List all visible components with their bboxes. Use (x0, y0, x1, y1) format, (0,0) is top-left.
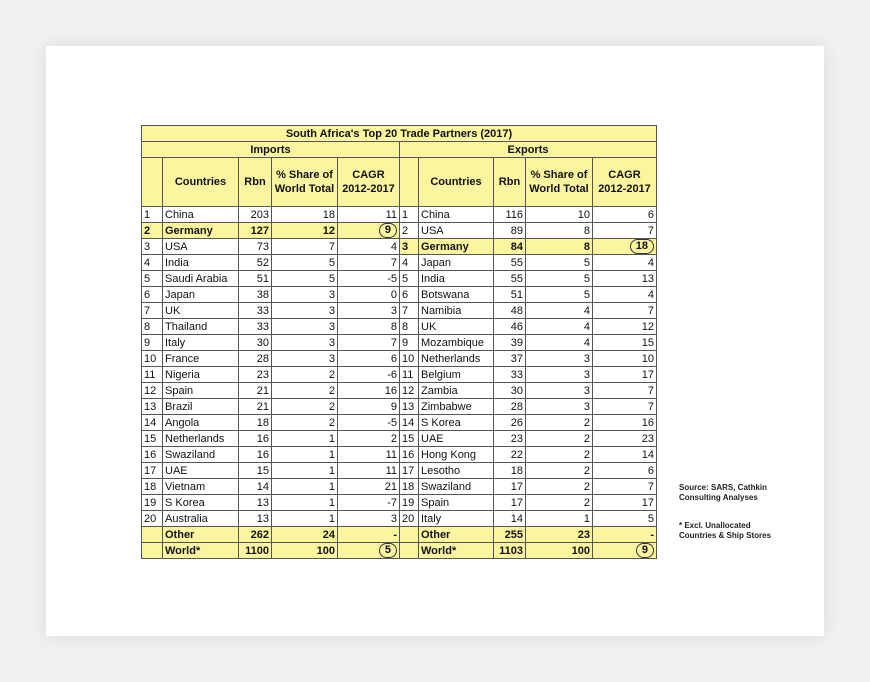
export-cagr: 7 (593, 223, 657, 239)
export-rank: 15 (400, 431, 419, 447)
import-country: Australia (163, 511, 239, 527)
import-cagr: - (338, 527, 400, 543)
export-cagr: 14 (593, 447, 657, 463)
import-rank: 18 (142, 479, 163, 495)
import-cagr: 16 (338, 383, 400, 399)
import-cagr: 8 (338, 319, 400, 335)
export-country: Namibia (419, 303, 494, 319)
exports-rank-header (400, 158, 419, 207)
import-rbn: 28 (239, 351, 272, 367)
export-rbn: 84 (494, 239, 526, 255)
exports-cagr-header: CAGR 2012-2017 (593, 158, 657, 207)
export-rbn: 22 (494, 447, 526, 463)
export-share: 3 (526, 351, 593, 367)
export-cagr: 15 (593, 335, 657, 351)
import-rbn: 33 (239, 303, 272, 319)
table-row (142, 287, 657, 303)
import-share: 18 (272, 207, 338, 223)
export-country: Netherlands (419, 351, 494, 367)
export-rank: 5 (400, 271, 419, 287)
export-cagr: 7 (593, 479, 657, 495)
import-rank: 5 (142, 271, 163, 287)
export-cagr: 17 (593, 495, 657, 511)
imports-rbn-header: Rbn (239, 158, 272, 207)
export-country: Zambia (419, 383, 494, 399)
export-cagr: 6 (593, 207, 657, 223)
import-rbn: 30 (239, 335, 272, 351)
import-rank: 3 (142, 239, 163, 255)
export-rank: 19 (400, 495, 419, 511)
export-cagr: 4 (593, 255, 657, 271)
export-rank: 1 (400, 207, 419, 223)
import-cagr: 11 (338, 463, 400, 479)
imports-rank-header (142, 158, 163, 207)
import-rank: 15 (142, 431, 163, 447)
import-rank: 13 (142, 399, 163, 415)
export-share: 5 (526, 271, 593, 287)
export-share: 10 (526, 207, 593, 223)
import-country: India (163, 255, 239, 271)
export-rank: 14 (400, 415, 419, 431)
highlight-circle: 9 (379, 223, 397, 238)
export-rank: 7 (400, 303, 419, 319)
import-country: Italy (163, 335, 239, 351)
import-rank: 11 (142, 367, 163, 383)
import-rank-blank (142, 527, 163, 543)
export-cagr: 13 (593, 271, 657, 287)
import-rbn: 262 (239, 527, 272, 543)
source-note: Source: SARS, Cathkin Consulting Analyses (679, 483, 768, 502)
export-rank: 9 (400, 335, 419, 351)
export-rbn: 116 (494, 207, 526, 223)
export-share: 2 (526, 431, 593, 447)
imports-header: Imports (142, 142, 400, 158)
export-rank: 10 (400, 351, 419, 367)
export-rbn: 1103 (494, 543, 526, 559)
import-share: 2 (272, 367, 338, 383)
export-cagr: 7 (593, 399, 657, 415)
export-country: Germany (419, 239, 494, 255)
import-cagr: 7 (338, 255, 400, 271)
export-rank: 12 (400, 383, 419, 399)
import-country: Netherlands (163, 431, 239, 447)
export-country: Mozambique (419, 335, 494, 351)
footnote: * Excl. Unallocated Countries & Ship Stores (679, 521, 772, 540)
export-country: S Korea (419, 415, 494, 431)
export-share: 2 (526, 447, 593, 463)
import-rbn: 23 (239, 367, 272, 383)
import-country: China (163, 207, 239, 223)
import-share: 1 (272, 431, 338, 447)
import-cagr: 6 (338, 351, 400, 367)
import-rbn: 1100 (239, 543, 272, 559)
export-share: 1 (526, 511, 593, 527)
export-country: World* (419, 543, 494, 559)
export-country: Belgium (419, 367, 494, 383)
import-cagr: 0 (338, 287, 400, 303)
import-share: 3 (272, 335, 338, 351)
import-rbn: 13 (239, 495, 272, 511)
export-share: 5 (526, 255, 593, 271)
export-rank: 11 (400, 367, 419, 383)
import-rbn: 21 (239, 383, 272, 399)
imports-countries-header: Countries (163, 158, 239, 207)
imports-cagr-header: CAGR 2012-2017 (338, 158, 400, 207)
export-country: India (419, 271, 494, 287)
export-country: Japan (419, 255, 494, 271)
export-country: Swaziland (419, 479, 494, 495)
exports-rbn-header: Rbn (494, 158, 526, 207)
import-rbn: 16 (239, 447, 272, 463)
import-cagr: -7 (338, 495, 400, 511)
export-rank: 13 (400, 399, 419, 415)
import-rank: 17 (142, 463, 163, 479)
import-rbn: 33 (239, 319, 272, 335)
export-rbn: 48 (494, 303, 526, 319)
import-cagr: 21 (338, 479, 400, 495)
export-country: China (419, 207, 494, 223)
import-rbn: 16 (239, 431, 272, 447)
export-cagr (593, 239, 657, 255)
import-rank: 6 (142, 287, 163, 303)
export-rbn: 33 (494, 367, 526, 383)
import-country: Thailand (163, 319, 239, 335)
import-country: Saudi Arabia (163, 271, 239, 287)
import-share: 2 (272, 399, 338, 415)
table-row (142, 319, 657, 335)
export-country: Spain (419, 495, 494, 511)
export-country: UAE (419, 431, 494, 447)
import-share: 1 (272, 511, 338, 527)
export-rank: 8 (400, 319, 419, 335)
import-rbn: 73 (239, 239, 272, 255)
table-row (142, 415, 657, 431)
export-rank: 17 (400, 463, 419, 479)
export-cagr: 7 (593, 383, 657, 399)
export-country: Italy (419, 511, 494, 527)
export-share: 3 (526, 367, 593, 383)
export-rbn: 28 (494, 399, 526, 415)
import-cagr: 11 (338, 447, 400, 463)
import-rank: 2 (142, 223, 163, 239)
import-rank: 10 (142, 351, 163, 367)
export-share: 8 (526, 239, 593, 255)
trade-partners-table (141, 125, 657, 559)
import-rbn: 21 (239, 399, 272, 415)
table-row (142, 303, 657, 319)
import-cagr: -5 (338, 271, 400, 287)
highlight-circle: 18 (630, 239, 654, 254)
export-rbn: 89 (494, 223, 526, 239)
export-rank: 6 (400, 287, 419, 303)
export-rank: 20 (400, 511, 419, 527)
exports-header: Exports (400, 142, 657, 158)
export-share: 2 (526, 463, 593, 479)
import-share: 5 (272, 271, 338, 287)
import-share: 5 (272, 255, 338, 271)
import-share: 24 (272, 527, 338, 543)
export-cagr: 12 (593, 319, 657, 335)
export-rbn: 37 (494, 351, 526, 367)
import-share: 2 (272, 415, 338, 431)
import-rank: 7 (142, 303, 163, 319)
export-share: 3 (526, 383, 593, 399)
import-cagr: 11 (338, 207, 400, 223)
import-cagr: 3 (338, 511, 400, 527)
import-share: 3 (272, 287, 338, 303)
table-row (142, 463, 657, 479)
export-cagr: 16 (593, 415, 657, 431)
import-cagr: 4 (338, 239, 400, 255)
export-cagr: 7 (593, 303, 657, 319)
export-country: Other (419, 527, 494, 543)
export-rank: 18 (400, 479, 419, 495)
highlight-circle: 5 (379, 543, 397, 558)
export-rank: 4 (400, 255, 419, 271)
import-rank: 8 (142, 319, 163, 335)
import-share: 12 (272, 223, 338, 239)
import-cagr (338, 543, 400, 559)
export-share: 4 (526, 319, 593, 335)
import-country: World* (163, 543, 239, 559)
import-share: 100 (272, 543, 338, 559)
import-country: Germany (163, 223, 239, 239)
import-share: 7 (272, 239, 338, 255)
exports-share-header: % Share of World Total (526, 158, 593, 207)
import-country: Japan (163, 287, 239, 303)
import-rbn: 15 (239, 463, 272, 479)
import-rbn: 127 (239, 223, 272, 239)
import-country: Other (163, 527, 239, 543)
export-rbn: 46 (494, 319, 526, 335)
highlight-circle: 9 (636, 543, 654, 558)
export-share: 5 (526, 287, 593, 303)
table-row (142, 399, 657, 415)
table-row (142, 223, 657, 239)
export-share: 100 (526, 543, 593, 559)
import-cagr: 7 (338, 335, 400, 351)
import-rbn: 38 (239, 287, 272, 303)
import-cagr: -5 (338, 415, 400, 431)
export-cagr: 4 (593, 287, 657, 303)
export-country: Hong Kong (419, 447, 494, 463)
export-rank-blank (400, 527, 419, 543)
import-country: Nigeria (163, 367, 239, 383)
export-cagr: 5 (593, 511, 657, 527)
table-row (142, 207, 657, 223)
import-rbn: 203 (239, 207, 272, 223)
import-rbn: 13 (239, 511, 272, 527)
import-cagr: 3 (338, 303, 400, 319)
import-rbn: 51 (239, 271, 272, 287)
total-row (142, 543, 657, 559)
export-cagr: - (593, 527, 657, 543)
export-rbn: 51 (494, 287, 526, 303)
table-row (142, 431, 657, 447)
import-rank: 9 (142, 335, 163, 351)
import-rank: 16 (142, 447, 163, 463)
export-rank-blank (400, 543, 419, 559)
import-rank: 19 (142, 495, 163, 511)
table-row (142, 351, 657, 367)
export-rank: 16 (400, 447, 419, 463)
export-share: 2 (526, 415, 593, 431)
export-country: Lesotho (419, 463, 494, 479)
export-rbn: 14 (494, 511, 526, 527)
export-rbn: 255 (494, 527, 526, 543)
table-row (142, 239, 657, 255)
import-country: Spain (163, 383, 239, 399)
table-row (142, 495, 657, 511)
export-share: 2 (526, 495, 593, 511)
import-share: 2 (272, 383, 338, 399)
export-rbn: 17 (494, 495, 526, 511)
export-share: 2 (526, 479, 593, 495)
total-row (142, 527, 657, 543)
import-country: UAE (163, 463, 239, 479)
export-rank: 3 (400, 239, 419, 255)
table-row (142, 383, 657, 399)
table-row (142, 367, 657, 383)
import-rbn: 18 (239, 415, 272, 431)
import-cagr: -6 (338, 367, 400, 383)
export-country: UK (419, 319, 494, 335)
import-country: USA (163, 239, 239, 255)
import-share: 1 (272, 447, 338, 463)
import-share: 1 (272, 479, 338, 495)
import-share: 3 (272, 303, 338, 319)
import-rank-blank (142, 543, 163, 559)
export-share: 23 (526, 527, 593, 543)
import-country: Brazil (163, 399, 239, 415)
import-cagr: 2 (338, 431, 400, 447)
export-cagr: 6 (593, 463, 657, 479)
export-cagr: 17 (593, 367, 657, 383)
import-share: 3 (272, 319, 338, 335)
export-cagr (593, 543, 657, 559)
imports-share-header: % Share of World Total (272, 158, 338, 207)
export-cagr: 23 (593, 431, 657, 447)
table-row (142, 511, 657, 527)
import-cagr (338, 223, 400, 239)
import-rank: 1 (142, 207, 163, 223)
import-rbn: 52 (239, 255, 272, 271)
table-row (142, 447, 657, 463)
export-rbn: 23 (494, 431, 526, 447)
import-country: Angola (163, 415, 239, 431)
import-rank: 12 (142, 383, 163, 399)
table-row (142, 479, 657, 495)
export-rbn: 17 (494, 479, 526, 495)
table-row (142, 255, 657, 271)
table-title: South Africa's Top 20 Trade Partners (2017) (142, 126, 657, 142)
table-row (142, 335, 657, 351)
export-rbn: 18 (494, 463, 526, 479)
import-country: UK (163, 303, 239, 319)
table-row (142, 271, 657, 287)
import-country: France (163, 351, 239, 367)
export-rbn: 55 (494, 255, 526, 271)
import-cagr: 9 (338, 399, 400, 415)
import-share: 1 (272, 463, 338, 479)
import-share: 3 (272, 351, 338, 367)
export-rbn: 39 (494, 335, 526, 351)
export-country: USA (419, 223, 494, 239)
exports-countries-header: Countries (419, 158, 494, 207)
export-country: Botswana (419, 287, 494, 303)
export-cagr: 10 (593, 351, 657, 367)
import-rbn: 14 (239, 479, 272, 495)
export-country: Zimbabwe (419, 399, 494, 415)
import-country: Swaziland (163, 447, 239, 463)
export-rank: 2 (400, 223, 419, 239)
export-share: 8 (526, 223, 593, 239)
export-rbn: 26 (494, 415, 526, 431)
export-share: 3 (526, 399, 593, 415)
import-country: Vietnam (163, 479, 239, 495)
import-rank: 20 (142, 511, 163, 527)
import-rank: 4 (142, 255, 163, 271)
export-share: 4 (526, 303, 593, 319)
export-share: 4 (526, 335, 593, 351)
export-rbn: 55 (494, 271, 526, 287)
import-share: 1 (272, 495, 338, 511)
export-rbn: 30 (494, 383, 526, 399)
import-rank: 14 (142, 415, 163, 431)
import-country: S Korea (163, 495, 239, 511)
